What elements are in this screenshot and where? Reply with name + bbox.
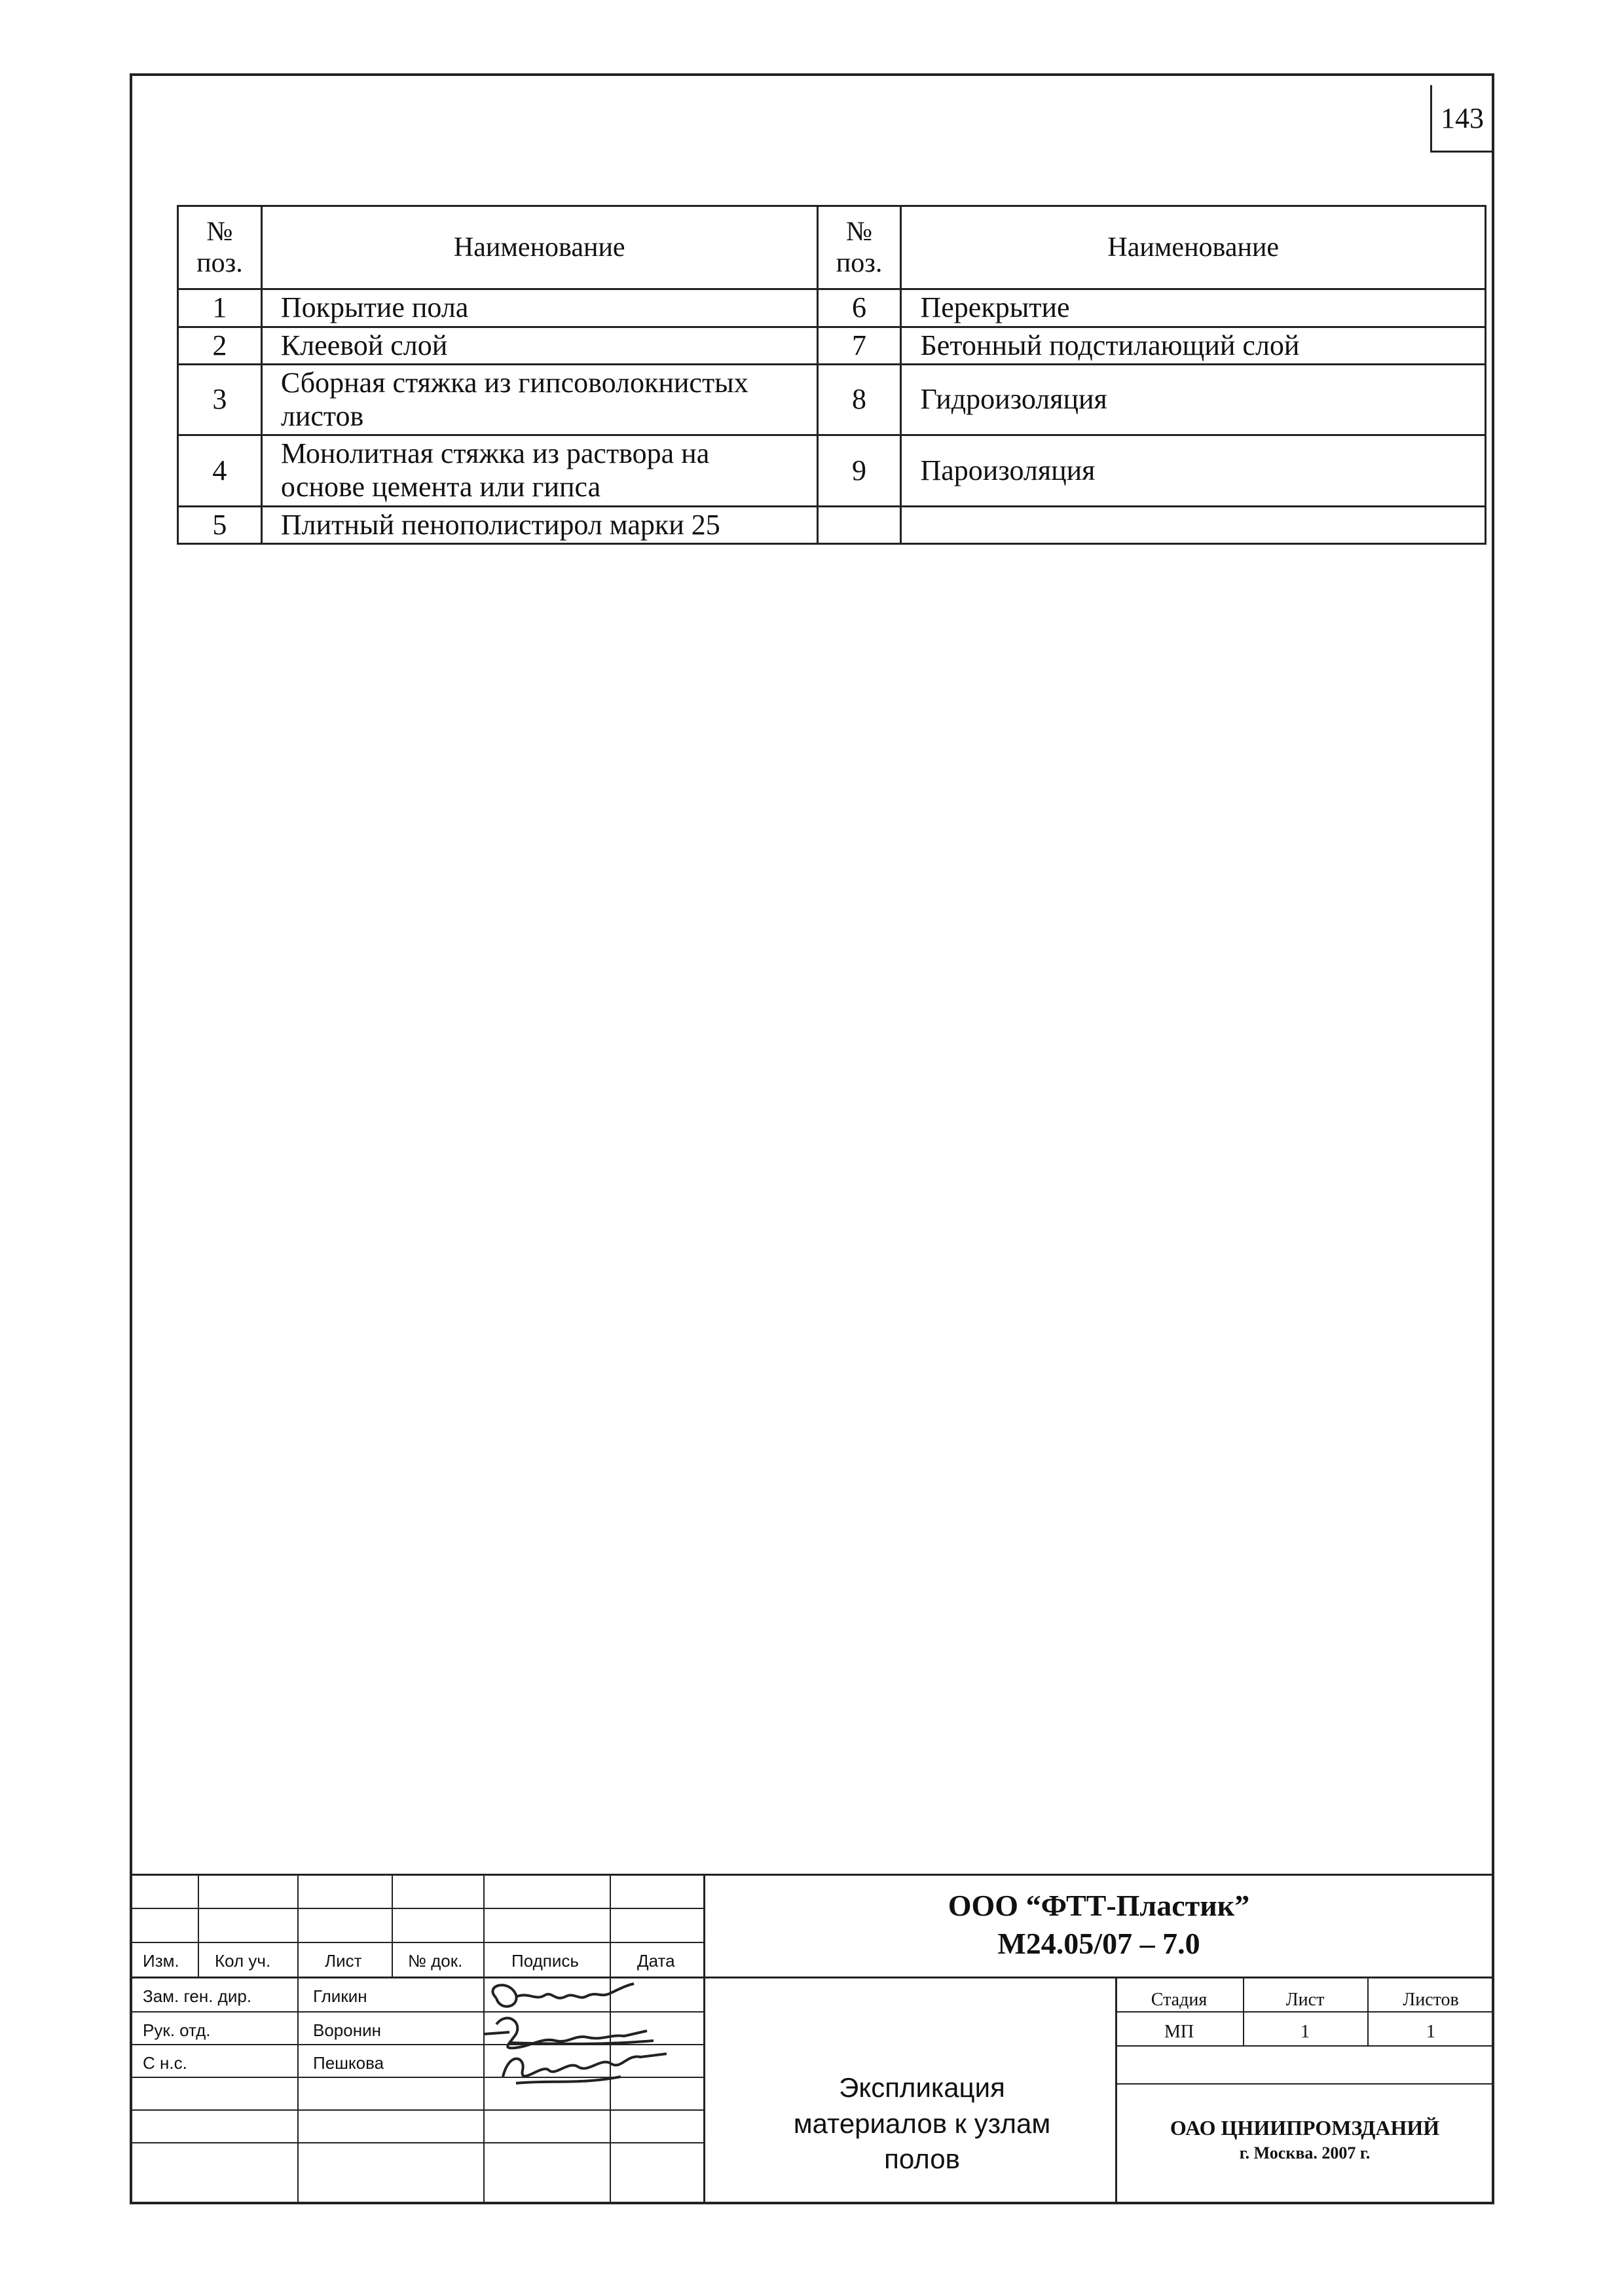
sheet-label: Лист [1285,1990,1325,2010]
table-header-row [178,206,1486,289]
sheet-value: 1 [1301,2022,1310,2042]
sheets-label: Листов [1403,1990,1459,2010]
col-kol-uch: Кол уч. [215,1951,271,1971]
col-list: Лист [325,1951,362,1971]
pos-cell: 8 [817,365,901,435]
col-doc-no: № док. [408,1951,463,1971]
pos-cell: 7 [817,327,901,365]
pos-cell: 6 [817,289,901,327]
name-cell: Плитный пенополистирол марки 25 [261,506,817,544]
pos-cell: 4 [178,435,262,506]
table-row [178,365,1486,435]
table-row [178,435,1486,506]
role-senior-researcher: С н.с. [143,2053,187,2073]
name-cell: Пароизоляция [901,435,1486,506]
handwritten-signatures [470,1972,667,2103]
header-pos-b: № поз. [817,206,901,289]
pos-cell: 1 [178,289,262,327]
name-voronin: Воронин [313,2020,381,2040]
role-deputy-director: Зам. ген. дир. [143,1986,252,2006]
sheets-value: 1 [1426,2022,1435,2042]
name-glikin: Гликин [313,1986,367,2006]
page-number: 143 [1430,85,1492,153]
table-row [178,289,1486,327]
stage-label: Стадия [1151,1990,1208,2010]
col-signature: Подпись [511,1951,579,1971]
name-cell: Сборная стяжка из гипсоволокнистых листов [261,365,817,435]
stage-value: МП [1164,2022,1194,2042]
company-name: ООО “ФТТ-Пластик” [948,1889,1250,1922]
header-name-a: Наименование [261,206,817,289]
header-name-b: Наименование [901,206,1486,289]
name-cell: Гидроизоляция [901,365,1486,435]
document-code: М24.05/07 – 7.0 [997,1927,1200,1960]
name-cell: Перекрытие [901,289,1486,327]
name-peshkova: Пешкова [313,2053,384,2073]
pos-cell: 5 [178,506,262,544]
name-cell: Бетонный подстилающий слой [901,327,1486,365]
name-cell: Клеевой слой [261,327,817,365]
pos-cell: 3 [178,365,262,435]
pos-cell: 2 [178,327,262,365]
title-block [130,1874,1494,2204]
col-date: Дата [637,1951,675,1971]
pos-cell [817,506,901,544]
city-year: г. Москва. 2007 г. [1239,2143,1371,2162]
materials-table [177,205,1486,545]
document-title: Экспликация материалов к узлам полов [793,2072,1051,2175]
name-cell: Монолитная стяжка из раствора на основе цемента или гипса [261,435,817,506]
organization-name: ОАО ЦНИИПРОМЗДАНИЙ [1170,2116,1440,2140]
table-row [178,506,1486,544]
role-department-head: Рук. отд. [143,2020,211,2040]
name-cell [901,506,1486,544]
col-izm: Изм. [143,1951,179,1971]
header-pos-a: № поз. [178,206,262,289]
name-cell: Покрытие пола [261,289,817,327]
pos-cell: 9 [817,435,901,506]
table-row [178,327,1486,365]
